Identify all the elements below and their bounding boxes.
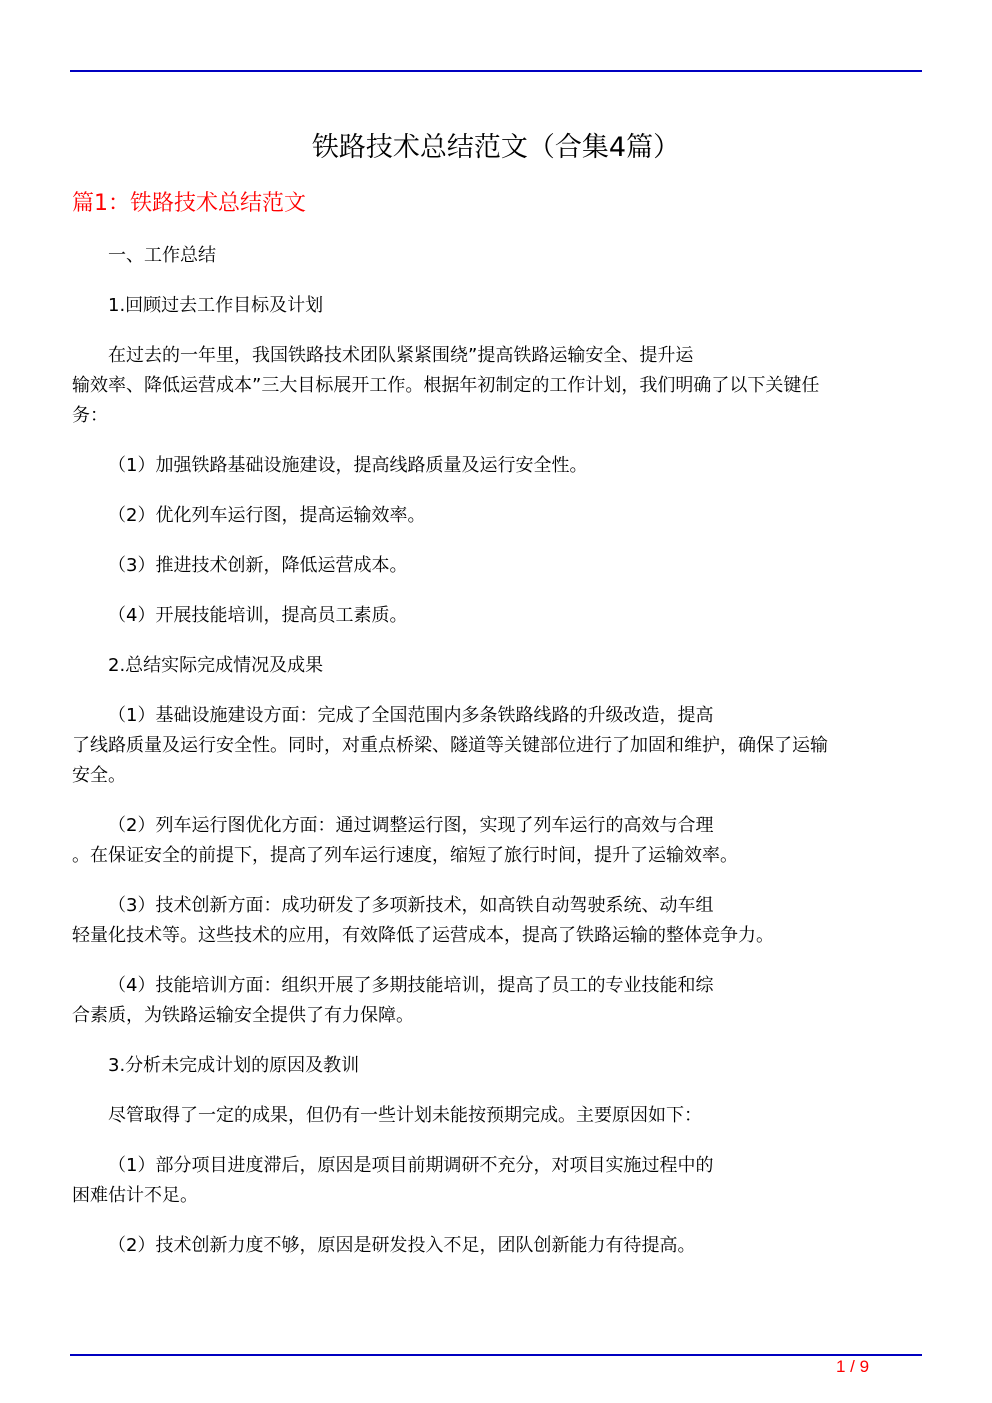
paragraph-line: 务： [72, 405, 108, 426]
paragraph-line: （1）部分项目进度滞后，原因是项目前期调研不充分，对项目实施过程中的 [108, 1155, 714, 1176]
paragraph-line: 1.回顾过去工作目标及计划 [108, 295, 324, 316]
paragraph-line: （2）技术创新力度不够，原因是研发投入不足，团队创新能力有待提高。 [108, 1235, 696, 1256]
paragraph-line: （4）技能培训方面：组织开展了多期技能培训，提高了员工的专业技能和综 [108, 975, 714, 996]
paragraph-line: 。在保证安全的前提下，提高了列车运行速度，缩短了旅行时间，提升了运输效率。 [72, 845, 738, 866]
footer-rule [70, 1354, 922, 1356]
paragraph-line: 困难估计不足。 [72, 1185, 198, 1206]
paragraph-line: 安全。 [72, 765, 126, 786]
paragraph-line: 了线路质量及运行安全性。同时，对重点桥梁、隧道等关键部位进行了加固和维护，确保了运输 [72, 735, 828, 756]
paragraph-line: 合素质，为铁路运输安全提供了有力保障。 [72, 1005, 414, 1026]
document-title: 铁路技术总结范文（合集4篇） [311, 132, 681, 163]
header-rule [70, 70, 922, 72]
paragraph-line: 一、工作总结 [108, 245, 216, 266]
paragraph-line: （3）技术创新方面：成功研发了多项新技术，如高铁自动驾驶系统、动车组 [108, 895, 714, 916]
paragraph-line: 输效率、降低运营成本”三大目标展开工作。根据年初制定的工作计划，我们明确了以下关键任 [72, 375, 820, 396]
paragraph-line: 轻量化技术等。这些技术的应用，有效降低了运营成本，提高了铁路运输的整体竞争力。 [72, 925, 774, 946]
paragraph-line: 尽管取得了一定的成果，但仍有一些计划未能按预期完成。主要原因如下： [108, 1105, 702, 1126]
paragraph-line: （4）开展技能培训，提高员工素质。 [108, 605, 408, 626]
paragraph-line: （2）列车运行图优化方面：通过调整运行图，实现了列车运行的高效与合理 [108, 815, 714, 836]
paragraph-line: 在过去的一年里，我国铁路技术团队紧紧围绕”提高铁路运输安全、提升运 [108, 345, 694, 366]
paragraph-line: （1）基础设施建设方面：完成了全国范围内多条铁路线路的升级改造，提高 [108, 705, 714, 726]
page-number: 1 / 9 [836, 1357, 870, 1376]
section-heading: 篇1：铁路技术总结范文 [72, 191, 306, 216]
paragraph-line: （1）加强铁路基础设施建设，提高线路质量及运行安全性。 [108, 455, 588, 476]
paragraph-line: （2）优化列车运行图，提高运输效率。 [108, 505, 426, 526]
paragraph-line: （3）推进技术创新，降低运营成本。 [108, 555, 408, 576]
paragraph-line: 2.总结实际完成情况及成果 [108, 655, 324, 676]
paragraph-line: 3.分析未完成计划的原因及教训 [108, 1055, 360, 1076]
